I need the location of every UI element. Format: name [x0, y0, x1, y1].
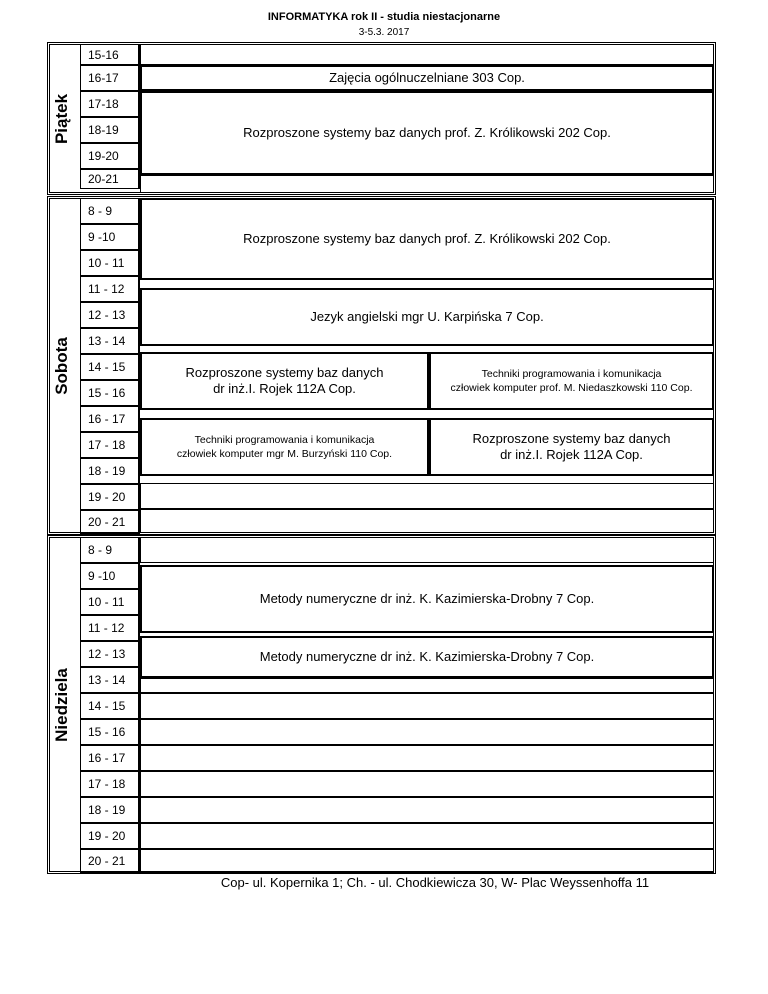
event-empty — [140, 678, 714, 693]
event-empty — [140, 509, 714, 533]
event-sat-rsbd-rojek-1 — [140, 352, 429, 410]
time-slot: 16 - 17 — [80, 745, 140, 771]
event-sat-tpk-burzynski — [140, 418, 429, 476]
event-fri-rsbd: Rozproszone systemy baz danych prof. Z. Królikowski 202 Cop. — [140, 91, 714, 175]
event-line: Rozproszone systemy baz danych — [185, 365, 384, 380]
time-slot: 12 - 13 — [80, 641, 140, 667]
event-empty — [140, 797, 714, 823]
event-line: człowiek komputer mgr M. Burzyński 110 Cop. — [176, 448, 393, 460]
time-slot: 10 - 11 — [80, 250, 140, 276]
time-slot: 17 - 18 — [80, 432, 140, 458]
time-slot: 9 -10 — [80, 563, 140, 589]
event-line: Techniki programowania i komunikacja — [481, 368, 662, 380]
time-slot: 14 - 15 — [80, 354, 140, 380]
time-slot: 18-19 — [80, 117, 140, 143]
time-slot: 15 - 16 — [80, 719, 140, 745]
event-sun-mn-2: Metody numeryczne dr inż. K. Kazimierska-Drobny 7 Cop. — [140, 636, 714, 678]
time-slot: 19-20 — [80, 143, 140, 169]
event-empty — [140, 745, 714, 771]
time-slot: 11 - 12 — [80, 276, 140, 302]
time-slot: 20-21 — [80, 169, 140, 189]
footer-note: Cop- ul. Kopernika 1; Ch. - ul. Chodkiewicza 30, W- Plac Weyssenhoffa 11 — [220, 875, 650, 890]
event-empty — [140, 849, 714, 873]
event-empty — [140, 823, 714, 849]
time-slot: 15 - 16 — [80, 380, 140, 406]
time-slot: 20 - 21 — [80, 849, 140, 873]
event-empty — [140, 44, 714, 65]
time-slot: 20 - 21 — [80, 510, 140, 534]
time-slot: 18 - 19 — [80, 458, 140, 484]
event-empty — [140, 693, 714, 719]
sunday-label: Niedziela — [52, 667, 72, 742]
time-slot: 18 - 19 — [80, 797, 140, 823]
time-slot: 14 - 15 — [80, 693, 140, 719]
time-slot: 16-17 — [80, 65, 140, 91]
document-title: INFORMATYKA rok II - studia niestacjonarne — [267, 11, 501, 23]
saturday-label: Sobota — [52, 336, 72, 395]
time-slot: 8 - 9 — [80, 537, 140, 563]
event-sat-tpk-niedaszkowski — [429, 352, 714, 410]
event-line: człowiek komputer prof. M. Niedaszkowski 110 Cop. — [450, 382, 693, 394]
time-slot: 9 -10 — [80, 224, 140, 250]
event-line: dr inż.I. Rojek 112A Cop. — [213, 381, 356, 396]
time-slot: 10 - 11 — [80, 589, 140, 615]
event-empty — [140, 771, 714, 797]
time-slot: 16 - 17 — [80, 406, 140, 432]
friday-label: Piątek — [52, 93, 71, 144]
event-empty — [140, 537, 714, 563]
event-fri-general: Zajęcia ogólnuczelniane 303 Cop. — [140, 65, 714, 91]
event-empty — [140, 175, 714, 193]
time-slot: 17 - 18 — [80, 771, 140, 797]
event-sat-english: Jezyk angielski mgr U. Karpińska 7 Cop. — [140, 288, 714, 346]
time-slot: 12 - 13 — [80, 302, 140, 328]
event-line: Techniki programowania i komunikacja — [194, 434, 375, 446]
time-slot: 19 - 20 — [80, 823, 140, 849]
time-slot: 19 - 20 — [80, 484, 140, 510]
time-slot: 11 - 12 — [80, 615, 140, 641]
event-sat-rsbd-rojek-2 — [429, 418, 714, 476]
time-slot: 13 - 14 — [80, 667, 140, 693]
time-slot: 8 - 9 — [80, 198, 140, 224]
time-slot: 13 - 14 — [80, 328, 140, 354]
event-line: Rozproszone systemy baz danych — [472, 431, 671, 446]
event-sun-mn-1: Metody numeryczne dr inż. K. Kazimierska-Drobny 7 Cop. — [140, 565, 714, 633]
event-line: dr inż.I. Rojek 112A Cop. — [500, 447, 643, 462]
event-sat-rsbd: Rozproszone systemy baz danych prof. Z. Królikowski 202 Cop. — [140, 198, 714, 280]
time-slot: 17-18 — [80, 91, 140, 117]
event-empty — [140, 483, 714, 509]
time-slot: 15-16 — [80, 44, 140, 65]
document-date: 3-5.3. 2017 — [358, 27, 410, 38]
event-empty — [140, 719, 714, 745]
